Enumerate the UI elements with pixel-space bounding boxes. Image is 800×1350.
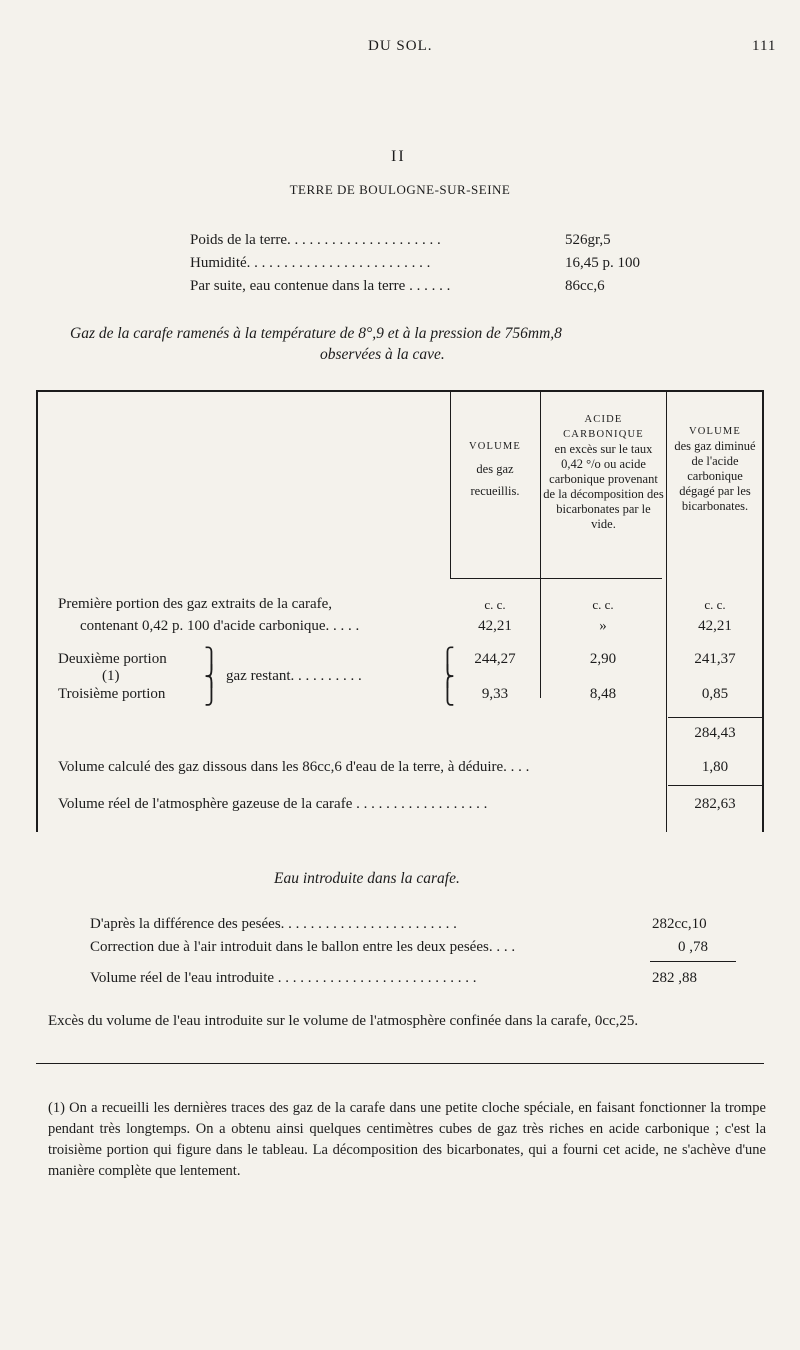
table-top-rule [36, 390, 764, 392]
deduct-label: Volume calculé des gaz dissous dans les 86cc,6 d'eau de la terre, à déduire. . . . [58, 759, 530, 775]
water-sum-rule [650, 961, 736, 962]
col-divider-3 [666, 390, 667, 832]
page-number: 111 [752, 38, 777, 54]
unit-col2: c. c. [592, 597, 614, 612]
unit-col1: c. c. [484, 597, 506, 612]
section-number: II [391, 148, 406, 165]
col-header-gas-volume: VOLUME des gaz recueillis. [468, 441, 522, 498]
total-rule [668, 785, 762, 786]
right-brace-bottom: ⎩ [440, 684, 455, 706]
left-brace: ⎫ [204, 648, 219, 670]
water-content-value: 86cc,6 [565, 278, 605, 294]
right-brace-mid: ⎬ [440, 666, 455, 688]
water-excess: Excès du volume de l'eau introduite sur le volume de l'atmosphère confinée dans la carafe, 0cc,25. [48, 1013, 639, 1029]
gas-caption-line2: observées à la cave. [320, 346, 445, 363]
real-volume-label: Volume réel de l'atmosphère gazeuse de la carafe . . . . . . . . . . . . . . . . . . [58, 796, 488, 812]
water-row3-label: Volume réel de l'eau introduite . . . . . . . . . . . . . . . . . . . . . . . . . . . [90, 970, 477, 986]
subtotal-value: 284,43 [694, 725, 736, 741]
table-left-border [36, 390, 38, 832]
section-title: TERRE DE BOULOGNE-SUR-SEINE [289, 182, 511, 197]
water-row3-value: 282 ,88 [652, 970, 697, 986]
water-row1-label: D'après la différence des pesées. . . . . . . . . . . . . . . . . . . . . . . . [90, 916, 457, 932]
header-bottom-rule [450, 578, 662, 579]
row2-val-col1: 244,27 [474, 651, 516, 667]
soil-weight-value: 526gr,5 [565, 232, 611, 248]
table-right-border [762, 390, 764, 832]
row1-val-col3: 42,21 [698, 618, 732, 634]
water-content-label: Par suite, eau contenue dans la terre . . . . . . [190, 278, 451, 294]
row1-label-line1: Première portion des gaz extraits de la carafe, [58, 596, 333, 612]
footnote: (1) On a recueilli les dernières traces des gaz de la carafe dans une petite cloche spéciale, en faisant fonctionner la trompe pendant très longtemps. On a obtenu ainsi quelques centimètres cubes de gaz très riches en acide carbonique ; c'est la troisième portion qui figure dans le tableau. La décomposition des bicarbonates, qui a fourni cet acide, ne s'achève d'une manière complète que lentement. [48, 1100, 766, 1179]
row2-val-col3: 241,37 [694, 651, 736, 667]
col-divider-2 [540, 390, 541, 698]
unit-col3: c. c. [704, 597, 726, 612]
subtotal-rule [668, 717, 762, 718]
real-volume-value: 282,63 [694, 796, 736, 812]
left-brace-mid: ⎨ [204, 666, 219, 688]
running-head: DU SOL. [368, 38, 433, 54]
row3-val-col1: 9,33 [481, 686, 509, 702]
left-brace-bottom: ⎭ [204, 684, 219, 706]
row1-val-col2: » [599, 618, 607, 634]
water-row1-value: 282cc,10 [652, 916, 707, 932]
header-divider-1 [450, 390, 451, 578]
row3-val-col3: 0,85 [701, 686, 729, 702]
row1-val-col1: 42,21 [478, 618, 512, 634]
col-header-reduced-volume: VOLUME des gaz diminué de l'acide carbonique dégagé par les bicarbonates. [674, 426, 756, 513]
humidity-value: 16,45 p. 100 [565, 255, 640, 271]
row2-label: Deuxième portion [58, 651, 167, 667]
humidity-label: Humidité. . . . . . . . . . . . . . . . . . . . . . . . . [190, 255, 431, 271]
water-section-title: Eau introduite dans la carafe. [274, 870, 460, 887]
water-row2-label: Correction due à l'air introduit dans le ballon entre les deux pesées. . . . [90, 939, 516, 955]
gas-remaining-label: gaz restant. . . . . . . . . . [226, 668, 362, 684]
row3-label: Troisième portion [58, 686, 166, 702]
deduct-value: 1,80 [701, 759, 729, 775]
gas-caption-line1: Gaz de la carafe ramenés à la température de 8°,9 et à la pression de 756mm,8 [70, 325, 562, 342]
row1-label-line2: contenant 0,42 p. 100 d'acide carbonique. . . . . [80, 618, 360, 634]
footnote-rule [36, 1063, 764, 1064]
col-header-carbonic-acid: ACIDE CARBONIQUE en excès sur le taux 0,42 °/o ou acide carbonique provenant de la décomposition des bicarbonates par le vide. [543, 414, 664, 531]
right-brace: ⎧ [440, 648, 455, 670]
footnote-ref: (1) [102, 668, 120, 684]
water-row2-value: 0 ,78 [678, 939, 708, 955]
row2-val-col2: 2,90 [589, 651, 617, 667]
soil-weight-label: Poids de la terre. . . . . . . . . . . . . . . . . . . . . [190, 232, 441, 248]
row3-val-col2: 8,48 [589, 686, 617, 702]
